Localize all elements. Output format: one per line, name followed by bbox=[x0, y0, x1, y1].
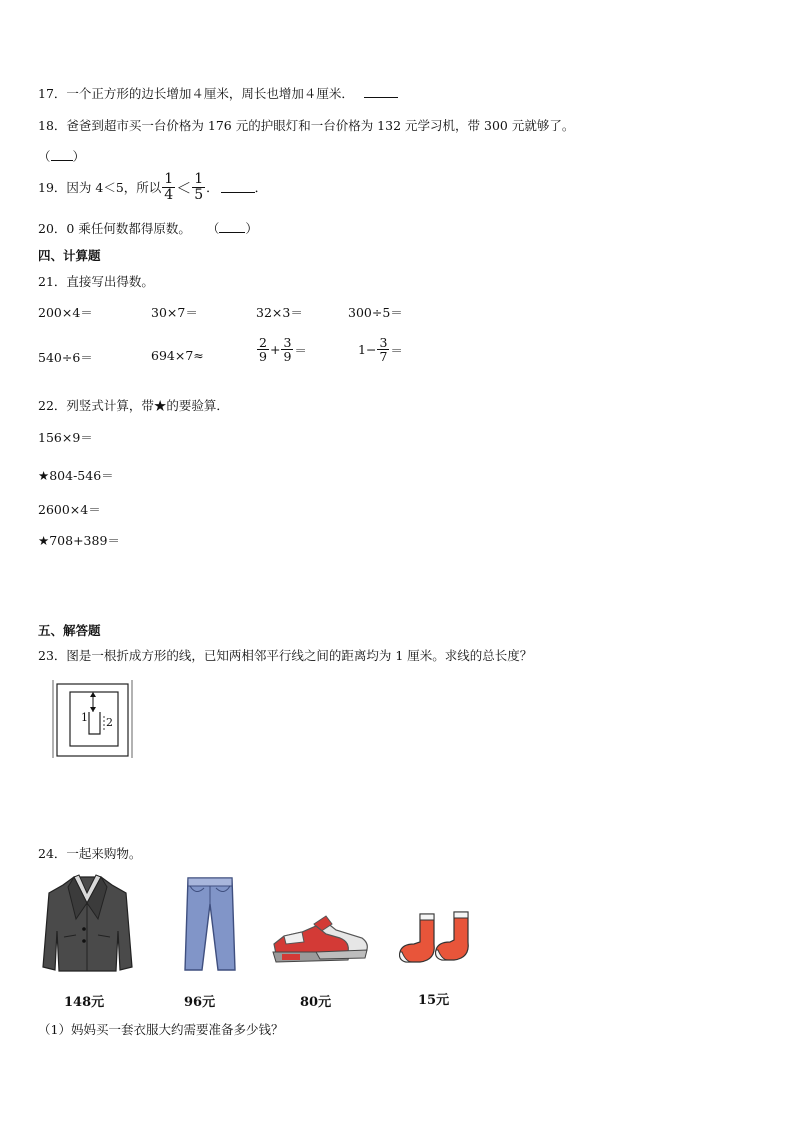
figure-label-2: 2 bbox=[106, 716, 113, 729]
jeans-icon bbox=[180, 874, 240, 972]
question-18 bbox=[38, 116, 574, 134]
sneaker-icon bbox=[270, 912, 372, 968]
question-24-sub-1: （1）妈妈买一套衣服大约需要准备多少钱？ bbox=[38, 1022, 284, 1037]
calc-item: 32×3＝ bbox=[256, 305, 303, 320]
calc-item: 540÷6＝ bbox=[38, 350, 93, 365]
calc-item-fraction-sum: $\frac{2}{9}$ + $\frac{3}{9}$ ＝ bbox=[259, 335, 307, 365]
question-24-text: 24．一起来购物。 bbox=[38, 846, 142, 861]
folded-wire-figure bbox=[48, 678, 136, 760]
calc-item: 200×4＝ bbox=[38, 305, 93, 320]
question-19: 19．因为 4＜5，所以 $\frac{1}{4}$ ＜ $\frac{1}{5}$ ． ． bbox=[38, 171, 268, 203]
section-4-title: 四、计算题 bbox=[38, 248, 101, 263]
answer-bracket-18[interactable]: （ ） bbox=[38, 149, 86, 164]
figure-label-1: 1 bbox=[81, 711, 88, 724]
fraction-1-4: $\frac{1}{4}$ bbox=[164, 171, 174, 203]
fraction-1-5: $\frac{1}{5}$ bbox=[194, 171, 204, 203]
price-label: 96元 bbox=[184, 995, 216, 1010]
question-17-text: 17．一个正方形的边长增加４厘米，周长也增加４厘米． bbox=[38, 86, 354, 101]
question-22-text: 22．列竖式计算，带★的要验算． bbox=[38, 398, 229, 413]
vertical-calc-item: ★708+389＝ bbox=[38, 533, 120, 548]
calc-item: 300÷5＝ bbox=[348, 305, 403, 320]
answer-blank-17[interactable] bbox=[364, 86, 398, 98]
question-20-text: 20．0 乘任何数都得原数。 bbox=[38, 221, 191, 236]
vertical-calc-item: ★804-546＝ bbox=[38, 468, 114, 483]
price-label: 80元 bbox=[300, 995, 332, 1010]
calc-item-fraction-diff: 1− $\frac{3}{7}$ ＝ bbox=[358, 335, 403, 365]
price-label: 148元 bbox=[64, 995, 105, 1010]
price-label: 15元 bbox=[418, 993, 450, 1008]
question-17 bbox=[38, 84, 398, 102]
vertical-calc-item: 2600×4＝ bbox=[38, 502, 101, 517]
question-23-text: 23．图是一根折成方形的线，已知两相邻平行线之间的距离均为 1 厘米。求线的总长度？ bbox=[38, 648, 533, 663]
vertical-calc-item: 156×9＝ bbox=[38, 430, 93, 445]
calc-item: 30×7＝ bbox=[151, 305, 198, 320]
question-19-prefix: 19．因为 4＜5，所以 bbox=[38, 180, 162, 196]
less-than-sign: ＜ bbox=[176, 178, 192, 197]
question-21-text: 21．直接写出得数。 bbox=[38, 274, 154, 289]
jacket-icon bbox=[40, 871, 135, 973]
answer-blank-19[interactable] bbox=[221, 181, 255, 193]
answer-blank-18[interactable] bbox=[51, 149, 73, 161]
question-20: 20．0 乘任何数都得原数。 （ ） bbox=[38, 221, 258, 236]
calc-item: 694×7≈ bbox=[151, 348, 204, 363]
question-18-text: 18．爸爸到超市买一台价格为 176 元的护眼灯和一台价格为 132 元学习机，带 300 元就够了。 bbox=[38, 118, 575, 133]
socks-icon bbox=[396, 908, 482, 966]
section-5-title: 五、解答题 bbox=[38, 623, 101, 638]
answer-blank-20[interactable] bbox=[219, 221, 245, 233]
